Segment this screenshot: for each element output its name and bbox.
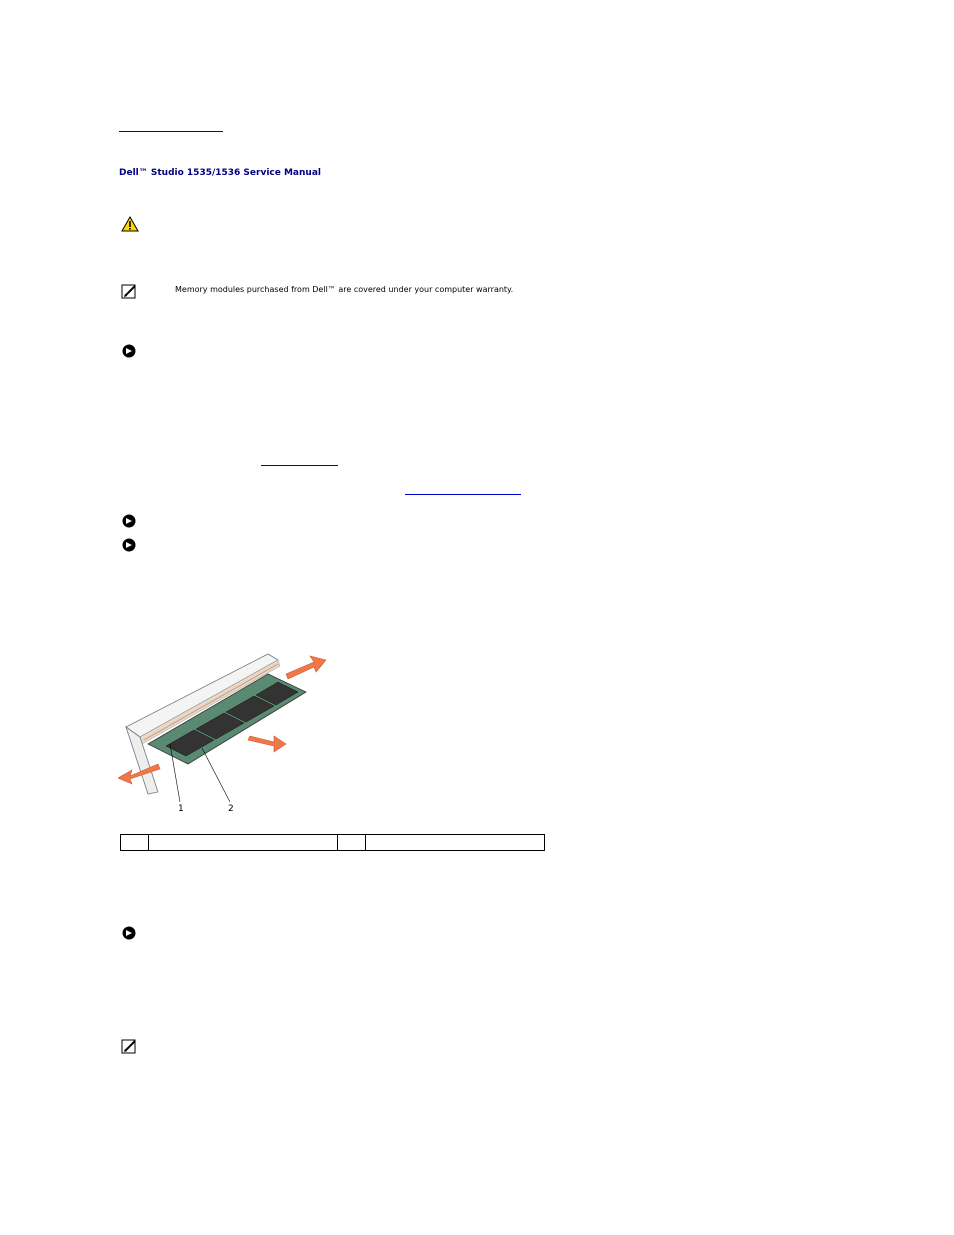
callout-2: 2: [228, 804, 234, 814]
table-row: [121, 835, 545, 851]
keyboard-link[interactable]: [405, 494, 521, 495]
memory-module-illustration: [118, 652, 338, 822]
callout-label-cell: [149, 835, 338, 851]
notice-circle-icon: [121, 537, 139, 553]
notice-circle-icon: [121, 343, 139, 359]
callout-legend-table: [120, 834, 545, 851]
callout-1: 1: [178, 804, 184, 814]
callout-number-cell: [338, 835, 366, 851]
back-cover-link[interactable]: [261, 465, 338, 466]
notice-circle-icon: [121, 925, 139, 941]
caution-triangle-icon: [121, 216, 139, 232]
note-pencil-icon: [121, 1039, 139, 1055]
callout-label-cell: [366, 835, 545, 851]
note-pencil-icon: [121, 284, 139, 300]
callout-number-cell: [121, 835, 149, 851]
notice-circle-icon: [121, 513, 139, 529]
note-warranty-text: Memory modules purchased from Dell™ are covered under your computer warranty.: [175, 285, 514, 294]
contents-link[interactable]: [119, 131, 223, 132]
manual-title: Dell™ Studio 1535/1536 Service Manual: [119, 168, 321, 178]
